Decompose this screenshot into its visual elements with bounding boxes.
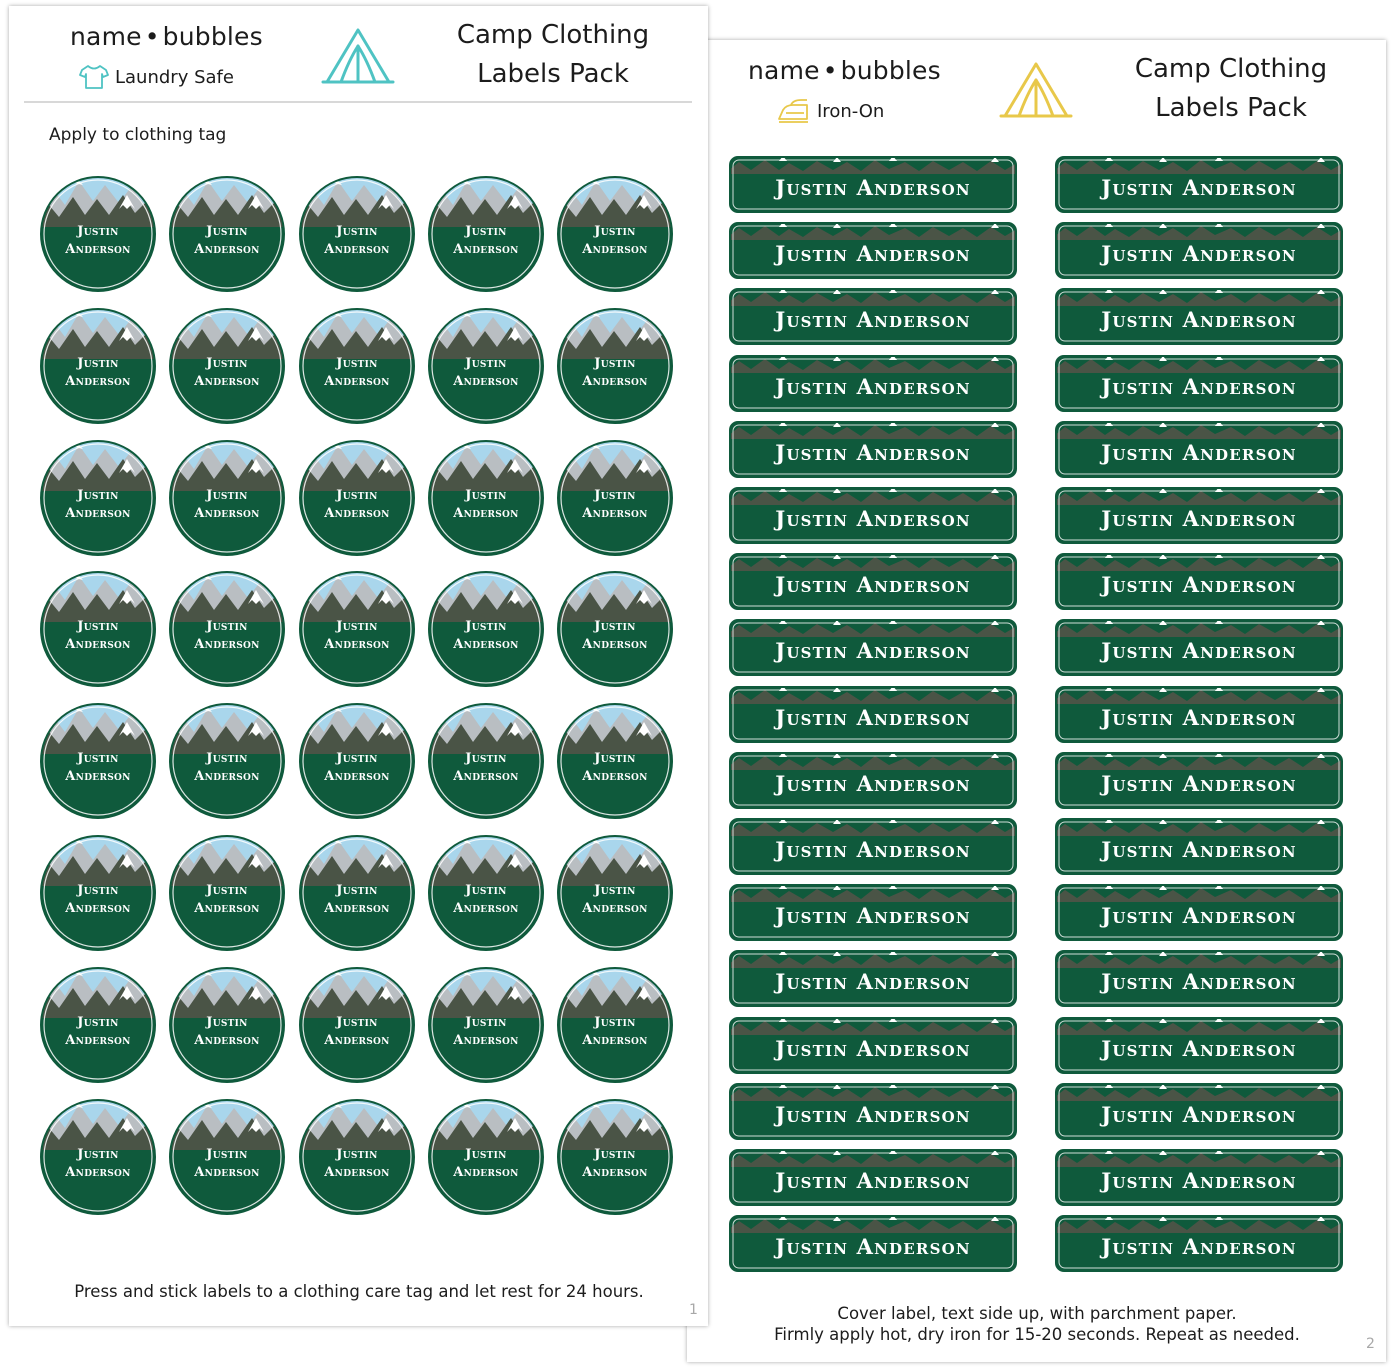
rect-label-name: Justin Anderson xyxy=(1101,572,1297,597)
label-first-name: Justin xyxy=(206,1015,248,1030)
rect-name-label xyxy=(1055,619,1343,676)
label-first-name: Justin xyxy=(336,224,378,239)
rect-label-name: Justin Anderson xyxy=(1101,638,1297,663)
label-first-name: Justin xyxy=(465,224,507,239)
round-label-name xyxy=(168,882,286,918)
round-label-name xyxy=(39,355,157,391)
rect-name-label xyxy=(729,1017,1017,1074)
round-name-label xyxy=(39,439,157,557)
pack-title-line1: Camp Clothing xyxy=(456,20,650,50)
label-last-name: Anderson xyxy=(453,901,519,916)
round-label-name xyxy=(39,487,157,523)
label-first-name: Justin xyxy=(594,619,636,634)
round-label-name xyxy=(168,750,286,786)
iron-icon xyxy=(777,99,811,123)
rect-label-name: Justin Anderson xyxy=(775,440,971,465)
rect-name-label xyxy=(1055,1017,1343,1074)
label-last-name: Anderson xyxy=(324,769,390,784)
rect-label-name: Justin Anderson xyxy=(775,903,971,928)
label-first-name: Justin xyxy=(594,356,636,371)
round-label-name xyxy=(168,1146,286,1182)
round-label-name xyxy=(298,487,416,523)
label-last-name: Anderson xyxy=(324,374,390,389)
label-first-name: Justin xyxy=(465,883,507,898)
rect-name-label xyxy=(729,1149,1017,1206)
rect-label-name: Justin Anderson xyxy=(1101,837,1297,862)
round-label-name xyxy=(39,1146,157,1182)
round-name-label xyxy=(168,1098,286,1216)
rect-label-name: Justin Anderson xyxy=(775,1234,971,1259)
page-number-2: 2 xyxy=(1366,1336,1375,1352)
rect-name-label xyxy=(1055,487,1343,544)
label-first-name: Justin xyxy=(594,883,636,898)
round-name-label xyxy=(427,1098,545,1216)
rect-name-label xyxy=(729,818,1017,875)
label-last-name: Anderson xyxy=(582,242,648,257)
label-first-name: Justin xyxy=(206,751,248,766)
round-label-name xyxy=(298,1014,416,1050)
rect-label-name: Justin Anderson xyxy=(1101,241,1297,266)
rect-name-label xyxy=(729,950,1017,1007)
label-last-name: Anderson xyxy=(324,242,390,257)
rect-label-name: Justin Anderson xyxy=(775,374,971,399)
round-name-label xyxy=(298,307,416,425)
label-last-name: Anderson xyxy=(65,506,131,521)
round-label-name xyxy=(556,1146,674,1182)
rect-label-name: Justin Anderson xyxy=(775,638,971,663)
sheet-laundry-safe xyxy=(9,6,708,1326)
brand-name-left: name xyxy=(70,22,142,51)
label-last-name: Anderson xyxy=(453,374,519,389)
label-last-name: Anderson xyxy=(453,1165,519,1180)
header-divider xyxy=(24,101,692,103)
label-first-name: Justin xyxy=(465,356,507,371)
round-label-name xyxy=(168,355,286,391)
rect-name-label xyxy=(729,1083,1017,1140)
brand-dot: • xyxy=(144,22,160,51)
apply-instruction: Apply to clothing tag xyxy=(49,125,227,145)
brand-dot: • xyxy=(822,56,838,85)
round-label-name xyxy=(556,487,674,523)
rect-label-name: Justin Anderson xyxy=(775,1036,971,1061)
round-label-name xyxy=(39,882,157,918)
rect-name-label xyxy=(729,355,1017,412)
round-name-label xyxy=(39,702,157,820)
rect-label-name: Justin Anderson xyxy=(1101,903,1297,928)
round-label-name xyxy=(298,882,416,918)
tent-icon xyxy=(321,26,395,86)
label-first-name: Justin xyxy=(206,1147,248,1162)
round-name-label xyxy=(298,834,416,952)
rect-name-label xyxy=(1055,1215,1343,1272)
rect-name-label xyxy=(729,619,1017,676)
round-name-label xyxy=(39,570,157,688)
round-name-label xyxy=(427,702,545,820)
label-first-name: Justin xyxy=(77,619,119,634)
label-last-name: Anderson xyxy=(194,1165,260,1180)
rect-label-name: Justin Anderson xyxy=(775,307,971,332)
sheet1-footer-instruction: Press and stick labels to a clothing care tag and let rest for 24 hours. xyxy=(74,1282,644,1301)
footer-line1: Cover label, text side up, with parchment paper. xyxy=(837,1304,1237,1323)
pack-title-line1: Camp Clothing xyxy=(1134,54,1328,84)
laundry-safe-subtitle xyxy=(79,64,234,90)
label-last-name: Anderson xyxy=(194,637,260,652)
label-first-name: Justin xyxy=(206,619,248,634)
sheet2-footer-instruction xyxy=(727,1303,1347,1345)
label-first-name: Justin xyxy=(77,883,119,898)
rect-name-label xyxy=(1055,156,1343,213)
rect-label-name: Justin Anderson xyxy=(775,837,971,862)
label-first-name: Justin xyxy=(465,1147,507,1162)
round-label-name xyxy=(39,618,157,654)
round-label-name xyxy=(427,1146,545,1182)
rect-name-label xyxy=(729,288,1017,345)
round-label-name xyxy=(427,618,545,654)
round-name-label xyxy=(556,1098,674,1216)
label-last-name: Anderson xyxy=(65,637,131,652)
round-name-label xyxy=(298,702,416,820)
rect-name-label xyxy=(1055,1083,1343,1140)
round-name-label xyxy=(556,966,674,1084)
rect-name-label xyxy=(1055,818,1343,875)
tshirt-icon xyxy=(79,64,109,90)
label-last-name: Anderson xyxy=(65,1165,131,1180)
label-last-name: Anderson xyxy=(582,769,648,784)
label-last-name: Anderson xyxy=(65,901,131,916)
round-label-name xyxy=(427,882,545,918)
label-first-name: Justin xyxy=(594,751,636,766)
subtitle-text: Laundry Safe xyxy=(115,66,234,88)
rect-label-name: Justin Anderson xyxy=(1101,440,1297,465)
label-first-name: Justin xyxy=(336,1015,378,1030)
label-last-name: Anderson xyxy=(324,1033,390,1048)
round-name-label xyxy=(427,570,545,688)
label-first-name: Justin xyxy=(594,1147,636,1162)
rect-name-label xyxy=(1055,752,1343,809)
tent-icon xyxy=(999,60,1073,120)
label-first-name: Justin xyxy=(336,751,378,766)
round-label-name xyxy=(39,750,157,786)
label-first-name: Justin xyxy=(336,1147,378,1162)
label-first-name: Justin xyxy=(336,356,378,371)
round-label-name xyxy=(556,750,674,786)
label-first-name: Justin xyxy=(206,488,248,503)
label-first-name: Justin xyxy=(465,619,507,634)
label-last-name: Anderson xyxy=(582,1165,648,1180)
round-label-name xyxy=(427,1014,545,1050)
round-name-label xyxy=(168,175,286,293)
round-name-label xyxy=(427,307,545,425)
round-name-label xyxy=(556,702,674,820)
round-name-label xyxy=(298,439,416,557)
label-last-name: Anderson xyxy=(65,1033,131,1048)
label-last-name: Anderson xyxy=(453,769,519,784)
round-name-label xyxy=(168,834,286,952)
rect-label-name: Justin Anderson xyxy=(1101,1036,1297,1061)
rect-label-name: Justin Anderson xyxy=(1101,1168,1297,1193)
label-first-name: Justin xyxy=(77,356,119,371)
round-name-label xyxy=(556,175,674,293)
footer-line2: Firmly apply hot, dry iron for 15-20 seconds. Repeat as needed. xyxy=(774,1325,1300,1344)
label-last-name: Anderson xyxy=(453,242,519,257)
label-first-name: Justin xyxy=(77,224,119,239)
round-name-label xyxy=(168,307,286,425)
label-last-name: Anderson xyxy=(453,506,519,521)
label-first-name: Justin xyxy=(206,883,248,898)
label-first-name: Justin xyxy=(77,1015,119,1030)
label-last-name: Anderson xyxy=(65,374,131,389)
label-last-name: Anderson xyxy=(582,374,648,389)
brand-name-right: bubbles xyxy=(840,56,941,85)
rect-name-label xyxy=(729,156,1017,213)
label-last-name: Anderson xyxy=(582,506,648,521)
round-label-name xyxy=(427,750,545,786)
round-label-name xyxy=(427,487,545,523)
rect-name-label xyxy=(729,421,1017,478)
rect-name-label xyxy=(1055,222,1343,279)
label-last-name: Anderson xyxy=(582,1033,648,1048)
round-label-name xyxy=(39,1014,157,1050)
rect-name-label xyxy=(1055,1149,1343,1206)
rect-label-name: Justin Anderson xyxy=(1101,175,1297,200)
label-first-name: Justin xyxy=(206,356,248,371)
rect-label-name: Justin Anderson xyxy=(775,1102,971,1127)
label-last-name: Anderson xyxy=(453,637,519,652)
round-name-label xyxy=(298,175,416,293)
label-last-name: Anderson xyxy=(194,769,260,784)
label-last-name: Anderson xyxy=(582,637,648,652)
sheet-iron-on xyxy=(687,40,1386,1362)
pack-title xyxy=(1111,50,1351,128)
label-last-name: Anderson xyxy=(582,901,648,916)
round-label-name xyxy=(168,1014,286,1050)
brand-logo xyxy=(748,56,941,85)
rect-label-name: Justin Anderson xyxy=(1101,307,1297,332)
rect-name-label xyxy=(1055,355,1343,412)
rect-name-label xyxy=(1055,421,1343,478)
label-last-name: Anderson xyxy=(194,242,260,257)
rect-label-name: Justin Anderson xyxy=(775,771,971,796)
label-last-name: Anderson xyxy=(324,506,390,521)
rect-label-name: Justin Anderson xyxy=(775,969,971,994)
rect-name-label xyxy=(1055,884,1343,941)
rect-label-name: Justin Anderson xyxy=(775,1168,971,1193)
rect-name-label xyxy=(1055,950,1343,1007)
round-label-name xyxy=(298,1146,416,1182)
round-name-label xyxy=(556,307,674,425)
label-last-name: Anderson xyxy=(65,242,131,257)
round-name-label xyxy=(39,175,157,293)
brand-name-right: bubbles xyxy=(162,22,263,51)
round-name-label xyxy=(556,570,674,688)
rect-name-label xyxy=(1055,288,1343,345)
label-first-name: Justin xyxy=(77,1147,119,1162)
rect-name-label xyxy=(729,686,1017,743)
round-name-label xyxy=(39,307,157,425)
round-name-label xyxy=(39,1098,157,1216)
label-first-name: Justin xyxy=(594,224,636,239)
rect-name-label xyxy=(729,222,1017,279)
label-first-name: Justin xyxy=(336,883,378,898)
round-label-name xyxy=(168,487,286,523)
rect-name-label xyxy=(729,1215,1017,1272)
round-label-name xyxy=(556,882,674,918)
round-name-label xyxy=(298,1098,416,1216)
label-first-name: Justin xyxy=(336,619,378,634)
round-name-label xyxy=(39,834,157,952)
round-name-label xyxy=(427,175,545,293)
rect-label-name: Justin Anderson xyxy=(1101,1102,1297,1127)
round-label-name xyxy=(556,618,674,654)
label-last-name: Anderson xyxy=(324,637,390,652)
round-label-name xyxy=(298,223,416,259)
rect-label-name: Justin Anderson xyxy=(1101,1234,1297,1259)
round-name-label xyxy=(168,966,286,1084)
label-last-name: Anderson xyxy=(453,1033,519,1048)
round-label-name xyxy=(298,750,416,786)
rect-label-name: Justin Anderson xyxy=(775,705,971,730)
iron-on-subtitle xyxy=(777,99,884,123)
rect-name-label xyxy=(1055,686,1343,743)
round-name-label xyxy=(298,570,416,688)
label-first-name: Justin xyxy=(206,224,248,239)
pack-title xyxy=(433,16,673,94)
round-name-label xyxy=(427,834,545,952)
rect-label-name: Justin Anderson xyxy=(775,506,971,531)
label-first-name: Justin xyxy=(465,488,507,503)
rect-name-label xyxy=(729,884,1017,941)
rect-label-name: Justin Anderson xyxy=(775,572,971,597)
round-name-label xyxy=(556,439,674,557)
round-label-name xyxy=(556,355,674,391)
round-label-name xyxy=(298,618,416,654)
round-name-label xyxy=(168,702,286,820)
label-first-name: Justin xyxy=(336,488,378,503)
label-first-name: Justin xyxy=(465,751,507,766)
round-name-label xyxy=(556,834,674,952)
label-last-name: Anderson xyxy=(194,901,260,916)
label-first-name: Justin xyxy=(77,751,119,766)
subtitle-text: Iron-On xyxy=(817,100,885,122)
label-first-name: Justin xyxy=(77,488,119,503)
round-label-name xyxy=(298,355,416,391)
rect-label-name: Justin Anderson xyxy=(1101,969,1297,994)
round-label-name xyxy=(427,223,545,259)
round-label-name xyxy=(427,355,545,391)
label-first-name: Justin xyxy=(594,488,636,503)
label-last-name: Anderson xyxy=(194,506,260,521)
label-last-name: Anderson xyxy=(65,769,131,784)
rect-label-name: Justin Anderson xyxy=(1101,705,1297,730)
round-label-name xyxy=(168,223,286,259)
rect-label-name: Justin Anderson xyxy=(1101,374,1297,399)
label-last-name: Anderson xyxy=(194,1033,260,1048)
pack-title-line2: Labels Pack xyxy=(477,59,629,89)
round-name-label xyxy=(39,966,157,1084)
rect-name-label xyxy=(1055,553,1343,610)
brand-logo xyxy=(70,22,263,51)
label-first-name: Justin xyxy=(594,1015,636,1030)
rect-name-label xyxy=(729,553,1017,610)
pack-title-line2: Labels Pack xyxy=(1155,93,1307,123)
rect-name-label xyxy=(729,487,1017,544)
rect-label-name: Justin Anderson xyxy=(1101,771,1297,796)
round-name-label xyxy=(427,439,545,557)
page-number-1: 1 xyxy=(689,1302,698,1318)
round-label-name xyxy=(168,618,286,654)
round-name-label xyxy=(168,570,286,688)
round-label-name xyxy=(556,1014,674,1050)
round-name-label xyxy=(427,966,545,1084)
round-label-name xyxy=(39,223,157,259)
brand-name-left: name xyxy=(748,56,820,85)
rect-label-name: Justin Anderson xyxy=(775,175,971,200)
label-last-name: Anderson xyxy=(194,374,260,389)
rect-name-label xyxy=(729,752,1017,809)
rect-label-name: Justin Anderson xyxy=(775,241,971,266)
label-last-name: Anderson xyxy=(324,1165,390,1180)
round-name-label xyxy=(298,966,416,1084)
label-first-name: Justin xyxy=(465,1015,507,1030)
round-label-name xyxy=(556,223,674,259)
round-name-label xyxy=(168,439,286,557)
rect-label-name: Justin Anderson xyxy=(1101,506,1297,531)
label-last-name: Anderson xyxy=(324,901,390,916)
